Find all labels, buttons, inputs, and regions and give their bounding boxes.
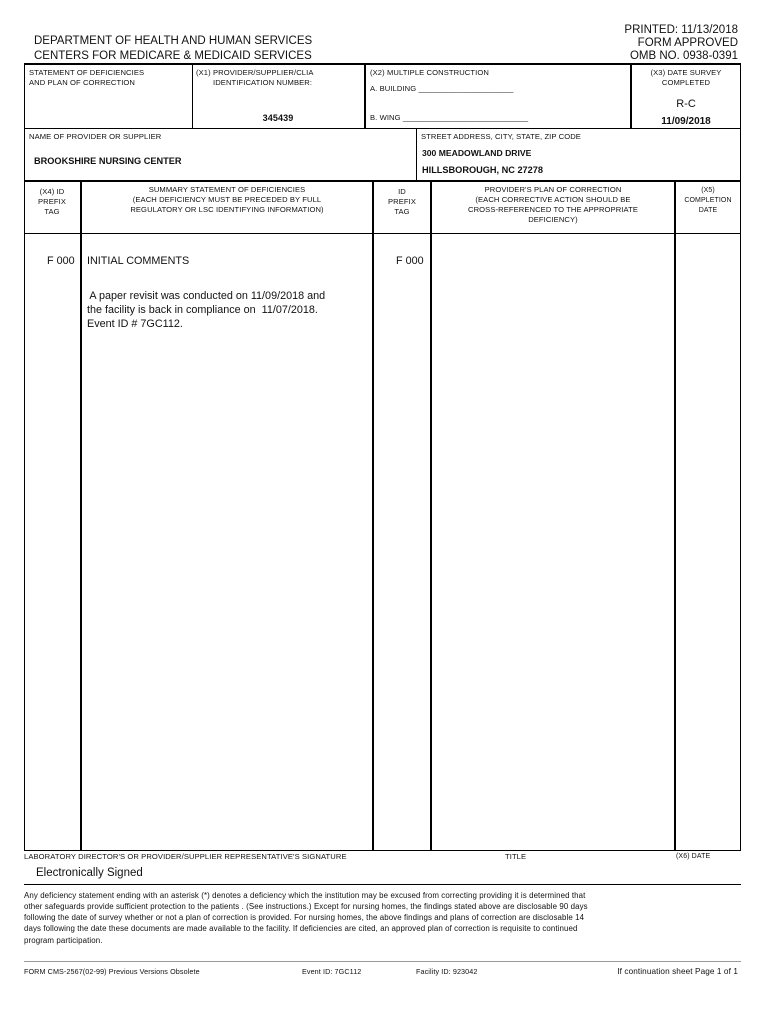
divider-col4 xyxy=(674,180,676,850)
divider-col3 xyxy=(430,180,432,850)
entry-line-1: A paper revisit was conducted on 11/09/2018 and xyxy=(87,290,326,302)
id-header-1: ID xyxy=(398,187,406,196)
x6-date-label: (X6) DATE xyxy=(676,853,711,860)
frame-row1-bottom xyxy=(24,128,741,129)
provider-name: BROOKSHIRE NURSING CENTER xyxy=(34,156,182,166)
divider-col2 xyxy=(372,180,374,850)
x4-header-1: (X4) ID xyxy=(39,187,65,196)
x1-label-2: IDENTIFICATION NUMBER: xyxy=(213,78,313,87)
frame-right xyxy=(740,63,741,850)
signature-value: Electronically Signed xyxy=(36,867,143,879)
summary-header-1: SUMMARY STATEMENT OF DEFICIENCIES xyxy=(148,185,306,194)
form-approved: FORM APPROVED xyxy=(637,37,738,49)
form-number: FORM CMS-2567(02-99) Previous Versions Obsolete xyxy=(24,967,200,976)
x5-header-1: (X5) xyxy=(701,187,715,194)
provider-id-number: 345439 xyxy=(262,113,294,123)
disclaimer-line-5: program participation. xyxy=(24,936,103,945)
footer-rule xyxy=(24,961,741,962)
signature-rule xyxy=(24,884,741,885)
statement-label-1: STATEMENT OF DEFICIENCIES xyxy=(29,68,145,77)
x4-header-2: PREFIX xyxy=(37,197,67,206)
entry-line-3: Event ID # 7GC112. xyxy=(87,318,183,330)
department-title: DEPARTMENT OF HEALTH AND HUMAN SERVICES xyxy=(34,35,313,47)
x3-label-1: (X3) DATE SURVEY xyxy=(650,68,722,77)
x3-label-2: COMPLETED xyxy=(661,78,711,87)
divider-col1 xyxy=(80,180,82,850)
footer-facility-id: Facility ID: 923042 xyxy=(416,967,478,976)
disclaimer-line-1: Any deficiency statement ending with an asterisk (*) denotes a deficiency which the institution may be excused from correcting providing it is determined that xyxy=(24,891,586,900)
footer-event-id: Event ID: 7GC112 xyxy=(302,967,362,976)
deficiency-tag: F 000 xyxy=(47,255,75,267)
plan-header-3: CROSS-REFERENCED TO THE APPROPRIATE xyxy=(467,205,639,214)
x4-header-3: TAG xyxy=(44,207,60,216)
disclaimer-line-4: days following the date these documents are made available to the facility. If deficiencies are cited, an approved plan of correction is requisite to continued xyxy=(24,924,578,933)
entry-title: INITIAL COMMENTS xyxy=(87,255,190,267)
wing-line: B. WING _____________________________ xyxy=(370,113,529,122)
frame-row2-bottom xyxy=(24,180,741,182)
plan-header-1: PROVIDER'S PLAN OF CORRECTION xyxy=(484,185,622,194)
signature-label: LABORATORY DIRECTOR'S OR PROVIDER/SUPPLIER REPRESENTATIVE'S SIGNATURE xyxy=(24,852,347,861)
omb-number: OMB NO. 0938-0391 xyxy=(629,50,738,62)
rc-value: R-C xyxy=(676,98,696,110)
centers-title: CENTERS FOR MEDICARE & MEDICAID SERVICES xyxy=(34,50,312,62)
entry-line-2: the facility is back in compliance on 11/07/2018. xyxy=(87,304,318,316)
survey-date: 11/09/2018 xyxy=(661,116,711,127)
frame-row3-bottom xyxy=(24,233,741,234)
plan-header-2: (EACH CORRECTIVE ACTION SHOULD BE xyxy=(475,195,631,204)
x5-header-2: COMPLETION xyxy=(684,197,732,204)
disclaimer-line-3: following the date of survey whether or not a plan of correction is provided. For nursing homes, the above findings and plans of correction are disclosable 14 xyxy=(24,913,585,922)
disclaimer-line-2: other safeguards provide sufficient protection to the patients . (See instructions.) Except for nursing homes, the findings stated above are disclosable 90 days xyxy=(24,902,588,911)
id-header-2: PREFIX xyxy=(387,197,417,206)
frame-body-bottom xyxy=(24,850,741,851)
x2-label: (X2) MULTIPLE CONSTRUCTION xyxy=(370,68,489,77)
x1-label-1: (X1) PROVIDER/SUPPLIER/CLIA xyxy=(196,68,314,77)
summary-header-2: (EACH DEFICIENCY MUST BE PRECEDED BY FULL xyxy=(132,195,322,204)
frame-left xyxy=(24,63,25,850)
address-label: STREET ADDRESS, CITY, STATE, ZIP CODE xyxy=(421,132,581,141)
id-header-3: TAG xyxy=(394,207,410,216)
building-line: A. BUILDING ______________________ xyxy=(370,84,514,93)
statement-label-2: AND PLAN OF CORRECTION xyxy=(29,78,135,87)
provider-name-label: NAME OF PROVIDER OR SUPPLIER xyxy=(29,132,162,141)
frame-top xyxy=(24,63,741,65)
street-address: 300 MEADOWLAND DRIVE xyxy=(422,148,532,158)
summary-header-3: REGULATORY OR LSC IDENTIFYING INFORMATION) xyxy=(130,205,324,214)
divider-address xyxy=(416,128,417,180)
correction-tag: F 000 xyxy=(396,255,424,267)
title-label: TITLE xyxy=(505,852,527,861)
divider-x2 xyxy=(364,63,366,128)
page-indicator: If continuation sheet Page 1 of 1 xyxy=(617,967,738,976)
x5-header-3: DATE xyxy=(698,207,718,214)
city-state-zip: HILLSBOROUGH, NC 27278 xyxy=(422,165,543,175)
plan-header-4: DEFICIENCY) xyxy=(528,215,578,224)
printed-date: PRINTED: 11/13/2018 xyxy=(624,24,738,36)
